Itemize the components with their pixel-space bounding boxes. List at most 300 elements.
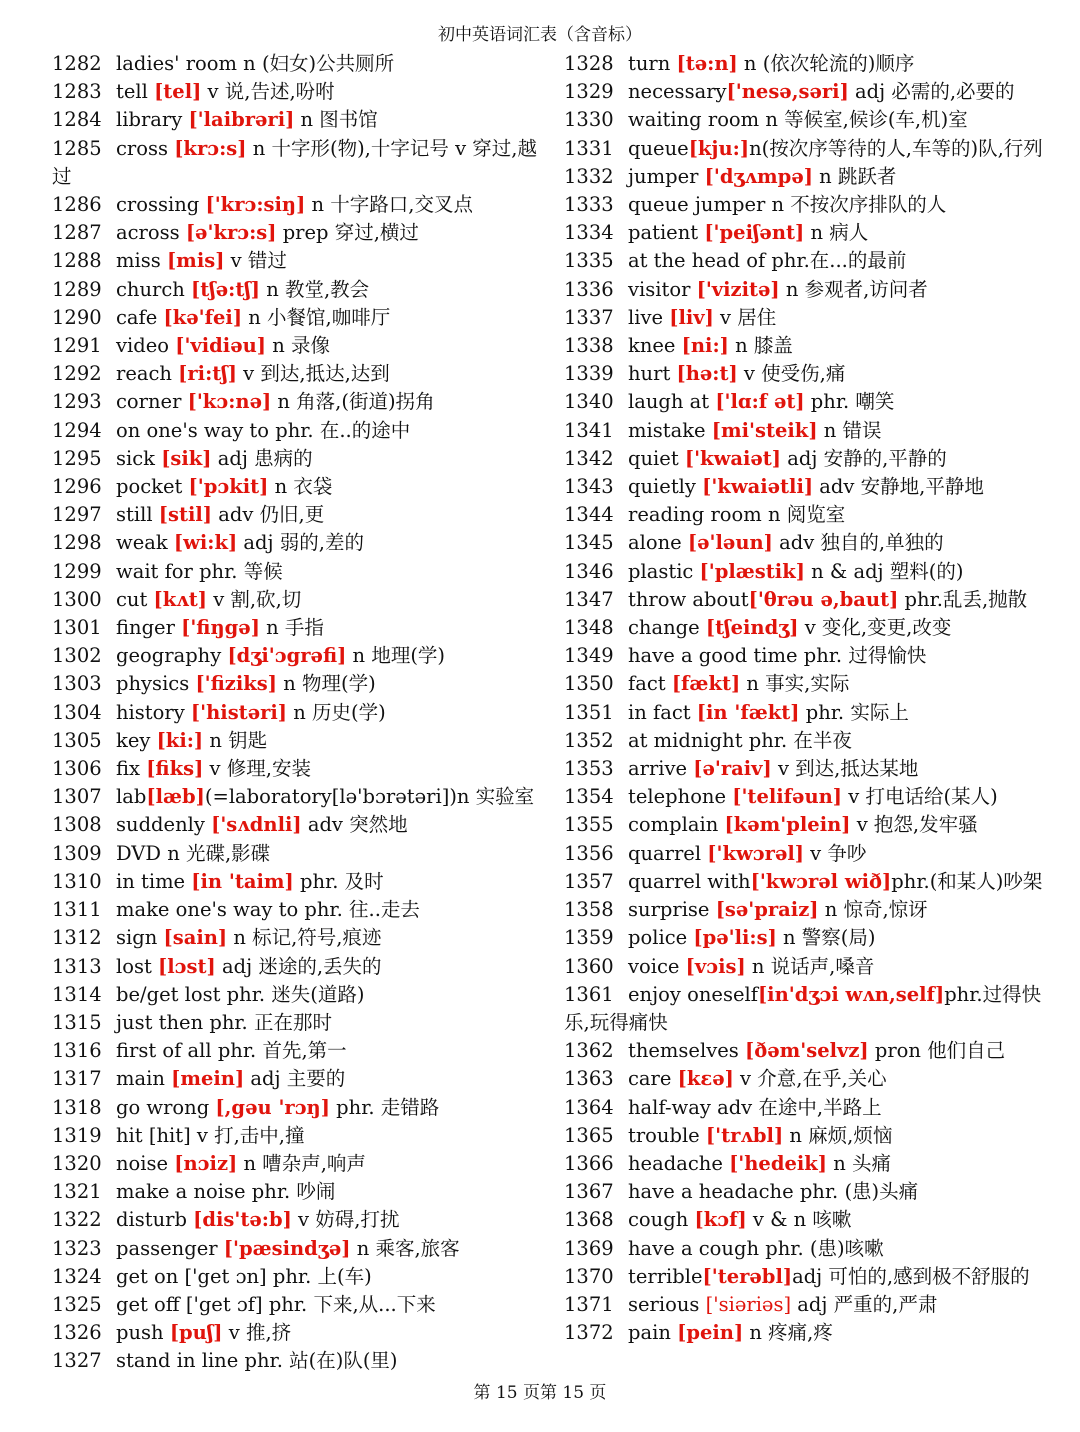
entry-phonetic: [pein] <box>677 1321 744 1345</box>
entry-phonetic: ['siəriəs] <box>705 1292 792 1316</box>
entry-phonetic: [sain] <box>163 926 228 950</box>
entry-phonetic: [kə'fei] <box>163 305 243 329</box>
vocab-entry <box>564 50 1060 78</box>
vocab-entry <box>564 924 1060 952</box>
entry-number: 1372 <box>564 1321 614 1345</box>
vocab-entry <box>564 1065 1060 1093</box>
entry-phonetic: [ə'ləun] <box>687 531 773 555</box>
entry-word: hit [hit] <box>116 1123 191 1147</box>
entry-word: finger <box>116 616 182 640</box>
vocab-entry <box>52 586 548 614</box>
entry-word: patient <box>628 221 705 245</box>
entry-word: have a cough <box>628 1236 760 1260</box>
entry-word: video <box>116 334 176 358</box>
entry-phonetic: ['kwɔrəl wið] <box>750 869 892 893</box>
vocab-entry <box>564 529 1060 557</box>
entry-phonetic: [ri:tʃ] <box>178 362 237 386</box>
entry-definition: phr. 实际上 <box>799 700 909 724</box>
entry-definition: v 割,砍,切 <box>207 587 302 611</box>
entry-number: 1320 <box>52 1151 102 1175</box>
entry-word: change <box>628 616 706 640</box>
vocab-entry <box>52 953 548 981</box>
entry-definition: n (依次轮流的)顺序 <box>737 52 915 75</box>
entry-definition: n 警察(局) <box>776 926 876 950</box>
entry-definition: phr. 嘲笑 <box>804 390 895 414</box>
vocab-entry <box>52 699 548 727</box>
entry-definition: n 标记,符号,痕迹 <box>227 926 382 950</box>
entry-phonetic: [tel] <box>154 80 202 104</box>
entry-definition: v 修理,安装 <box>203 757 311 781</box>
entry-number: 1321 <box>52 1180 102 1204</box>
entry-number: 1369 <box>564 1236 614 1260</box>
entry-word: key <box>116 728 157 752</box>
entry-phonetic: [sik] <box>161 446 212 470</box>
entry-number: 1299 <box>52 559 102 583</box>
vocab-entry <box>52 191 548 219</box>
entry-definition: n 地理(学) <box>346 644 446 668</box>
entry-word: pain <box>628 1321 678 1345</box>
entry-phonetic: [fækt] <box>671 672 741 696</box>
entry-word: telephone <box>628 785 733 809</box>
entry-number: 1296 <box>52 475 102 499</box>
entry-word: on one's way to <box>116 418 270 442</box>
vocab-entry <box>564 1291 1060 1319</box>
entry-definition: n (妇女)公共厕所 <box>236 52 395 75</box>
vocab-entry <box>52 1263 548 1291</box>
entry-definition: v 说,告述,吩咐 <box>201 80 335 104</box>
entry-word: have a good time <box>628 644 798 668</box>
vocab-entry <box>52 1037 548 1065</box>
entry-word: quarrel with <box>628 869 751 893</box>
entry-number: 1341 <box>564 418 614 442</box>
entry-number: 1328 <box>564 52 614 75</box>
vocab-entry <box>52 783 548 811</box>
entry-word: sick <box>116 446 162 470</box>
entry-definition: n 事实,实际 <box>740 672 850 696</box>
entry-number: 1354 <box>564 785 614 809</box>
vocab-entry <box>52 501 548 529</box>
vocab-entry <box>52 614 548 642</box>
entry-number: 1283 <box>52 80 102 104</box>
entry-number: 1349 <box>564 644 614 668</box>
entry-word: sign <box>116 926 164 950</box>
entry-number: 1306 <box>52 757 102 781</box>
vocab-entry <box>52 135 548 191</box>
entry-number: 1346 <box>564 559 614 583</box>
entry-phonetic: [lɔst] <box>158 954 216 978</box>
entry-word: crossing <box>116 193 206 217</box>
entry-definition: n 参观者,访问者 <box>779 277 928 301</box>
vocab-entry <box>564 191 1060 219</box>
entry-word: quietly <box>628 475 703 499</box>
entry-word: quiet <box>628 446 685 470</box>
entry-number: 1288 <box>52 249 102 273</box>
entry-number: 1308 <box>52 813 102 837</box>
vocab-entry <box>52 1150 548 1178</box>
entry-definition: phr. 往..走去 <box>298 898 420 922</box>
entry-phonetic: [hə:t] <box>676 362 738 386</box>
entry-number: 1301 <box>52 616 102 640</box>
entry-definition: n 惊奇,惊讶 <box>818 898 928 922</box>
entry-word: hurt <box>628 362 677 386</box>
entry-definition: adj 安静的,平静的 <box>781 446 947 470</box>
entry-definition: v 介意,在乎,关心 <box>733 1067 887 1091</box>
entry-number: 1309 <box>52 841 102 865</box>
vocab-entry <box>564 840 1060 868</box>
entry-definition: v 使受伤,痛 <box>737 362 846 386</box>
entry-number: 1313 <box>52 954 102 978</box>
entry-number: 1284 <box>52 108 102 132</box>
entry-word: get off ['get ɔf] <box>116 1292 263 1316</box>
vocab-entry <box>52 247 548 275</box>
entry-definition: adj 严重的,严肃 <box>791 1292 938 1316</box>
vocab-entry <box>52 642 548 670</box>
entry-definition: prep 穿过,横过 <box>276 221 419 245</box>
entry-word: at midnight <box>628 728 743 752</box>
entry-word: visitor <box>628 277 697 301</box>
entry-definition: n 嘈杂声,响声 <box>237 1151 366 1175</box>
entry-phonetic: [in 'taim] <box>191 869 294 893</box>
vocab-entry <box>52 1347 548 1375</box>
entry-phonetic: ['nesə,səri] <box>726 80 849 104</box>
entry-word: trouble <box>628 1123 706 1147</box>
entry-number: 1292 <box>52 362 102 386</box>
entry-word: alone <box>628 531 688 555</box>
entry-word: throw about <box>628 587 749 611</box>
entry-number: 1356 <box>564 841 614 865</box>
entry-definition: phr. 及时 <box>293 869 384 893</box>
entry-word: reach <box>116 362 179 386</box>
entry-word: care <box>628 1067 678 1091</box>
vocab-entry <box>52 332 548 360</box>
entry-phonetic: [tʃə:tʃ] <box>191 277 261 301</box>
entry-definition: n 麻烦,烦恼 <box>783 1123 893 1147</box>
entry-number: 1318 <box>52 1095 102 1119</box>
entry-phonetic: ['pɔkit] <box>188 475 269 499</box>
entry-number: 1348 <box>564 616 614 640</box>
vocab-entry <box>564 1235 1060 1263</box>
entry-definition: phr. 过得愉快 <box>797 644 927 668</box>
entry-phonetic: [wi:k] <box>173 531 238 555</box>
entry-definition: v 推,挤 <box>222 1321 292 1345</box>
vocab-entry <box>564 811 1060 839</box>
entry-definition: adj 必需的,必要的 <box>848 80 1015 104</box>
entry-phonetic: ['sʌdnli] <box>211 813 302 837</box>
entry-definition: n 历史(学) <box>287 700 386 724</box>
vocab-entry <box>564 247 1060 275</box>
page-footer: 第 15 页第 15 页 <box>473 1383 607 1403</box>
entry-word: disturb <box>116 1208 194 1232</box>
entry-number: 1365 <box>564 1123 614 1147</box>
entry-definition: phr. 正在那时 <box>203 1010 332 1034</box>
entry-number: 1336 <box>564 277 614 301</box>
entry-phonetic: [kju:] <box>688 136 750 160</box>
entry-number: 1310 <box>52 869 102 893</box>
entry-word: queue <box>628 136 689 160</box>
entry-definition: n 小餐馆,咖啡厅 <box>242 305 391 329</box>
vocab-entry <box>564 388 1060 416</box>
entry-phonetic: [ni:] <box>681 334 729 358</box>
entry-definition: phr. 迷失(道路) <box>220 982 365 1006</box>
entry-phonetic: [mi'steik] <box>711 418 818 442</box>
entry-word: physics <box>116 672 196 696</box>
vocab-entry <box>564 1178 1060 1206</box>
entry-definition: adv 独自的,单独的 <box>772 531 944 555</box>
entry-word: mistake <box>628 418 712 442</box>
entry-definition: v 到达,抵达某地 <box>771 757 919 781</box>
entry-word: enjoy oneself <box>628 982 758 1006</box>
entry-definition: adv 仍旧,更 <box>212 503 325 527</box>
entry-word: be/get lost <box>116 982 221 1006</box>
entry-word: quarrel <box>628 841 708 865</box>
vocab-entry <box>52 755 548 783</box>
entry-word: in time <box>116 869 192 893</box>
entry-number: 1332 <box>564 164 614 188</box>
entry-word: tell <box>116 80 155 104</box>
entry-number: 1358 <box>564 898 614 922</box>
entry-definition: v 错过 <box>224 249 287 273</box>
entry-phonetic: ['peiʃənt] <box>704 221 805 245</box>
entry-word: DVD <box>116 841 162 865</box>
vocab-entry <box>564 219 1060 247</box>
entry-number: 1312 <box>52 926 102 950</box>
entry-phonetic: ['trʌbl] <box>705 1123 784 1147</box>
entry-word: cross <box>116 136 175 160</box>
entry-definition: phr.乱丢,抛散 <box>898 587 1028 611</box>
entry-word: make a noise <box>116 1180 246 1204</box>
vocab-entry <box>52 1291 548 1319</box>
vocab-entry <box>52 473 548 501</box>
entry-number: 1366 <box>564 1151 614 1175</box>
vocab-entry <box>52 417 548 445</box>
entry-phonetic: ['dʒʌmpə] <box>704 164 813 188</box>
entry-number: 1360 <box>564 954 614 978</box>
entry-word: main <box>116 1067 172 1091</box>
entry-definition: v 妨碍,打扰 <box>291 1208 400 1232</box>
entry-word: voice <box>628 954 686 978</box>
entry-definition: phr. 下来,从...下来 <box>262 1292 436 1316</box>
entry-number: 1342 <box>564 446 614 470</box>
entry-phonetic: [mis] <box>166 249 225 273</box>
entry-definition: phr.过得快乐,玩得痛快 <box>564 982 1042 1034</box>
vocab-entry <box>564 1037 1060 1065</box>
entry-number: 1350 <box>564 672 614 696</box>
entry-phonetic: [puʃ] <box>169 1321 223 1345</box>
entry-number: 1352 <box>564 728 614 752</box>
entry-word: themselves <box>628 1039 745 1063</box>
entry-number: 1304 <box>52 700 102 724</box>
vocab-entry <box>52 811 548 839</box>
vocab-entry <box>52 1009 548 1037</box>
entry-phonetic: ['plæstik] <box>699 559 805 583</box>
entry-definition: adv 在途中,半路上 <box>710 1095 882 1119</box>
vocab-entry <box>564 670 1060 698</box>
entry-definition: n 物理(学) <box>277 672 376 696</box>
entry-number: 1343 <box>564 475 614 499</box>
entry-definition: n(按次序等待的人,车等的)队,行列 <box>749 136 1043 160</box>
vocab-entry <box>52 1319 548 1347</box>
entry-word: miss <box>116 249 167 273</box>
entry-definition: n 错误 <box>817 418 882 442</box>
entry-word: live <box>628 305 670 329</box>
entry-word: lost <box>116 954 159 978</box>
vocab-entry <box>564 1122 1060 1150</box>
entry-number: 1344 <box>564 503 614 527</box>
vocab-entry <box>564 1094 1060 1122</box>
entry-number: 1331 <box>564 136 614 160</box>
vocab-entry <box>564 558 1060 586</box>
entry-phonetic: ['vizitə] <box>696 277 780 301</box>
entry-word: wait for <box>116 559 193 583</box>
entry-number: 1335 <box>564 249 614 273</box>
entry-phonetic: ['kwaiət] <box>684 446 782 470</box>
entry-phonetic: [liv] <box>669 305 714 329</box>
entry-word: plastic <box>628 559 700 583</box>
vocab-entry <box>52 840 548 868</box>
entry-phonetic: [dʒi'ɔgrəfi] <box>227 644 347 668</box>
vocab-entry <box>52 1094 548 1122</box>
entry-phonetic: ['θrəu ə,baut] <box>748 587 899 611</box>
entry-number: 1361 <box>564 982 614 1006</box>
entry-number: 1362 <box>564 1039 614 1063</box>
entry-definition: phr. (患)咳嗽 <box>759 1236 884 1260</box>
entry-number: 1282 <box>52 52 102 75</box>
entry-word: cafe <box>116 305 164 329</box>
vocab-entry <box>52 360 548 388</box>
entry-word: passenger <box>116 1236 224 1260</box>
entry-definition: n 角落,(街道)拐角 <box>271 390 435 414</box>
vocab-entry <box>564 614 1060 642</box>
entry-number: 1359 <box>564 926 614 950</box>
entry-number: 1357 <box>564 869 614 893</box>
entry-number: 1316 <box>52 1039 102 1063</box>
entry-word: at the head of <box>628 249 766 273</box>
entry-definition: v 争吵 <box>803 841 867 865</box>
entry-number: 1289 <box>52 277 102 301</box>
entry-number: 1294 <box>52 418 102 442</box>
vocab-entry <box>52 1065 548 1093</box>
entry-number: 1314 <box>52 982 102 1006</box>
entry-definition: n 疼痛,疼 <box>743 1321 833 1345</box>
entry-phonetic: [ə'raiv] <box>693 757 772 781</box>
entry-phonetic: ['laibrəri] <box>188 108 295 132</box>
vocab-entry <box>564 727 1060 755</box>
entry-phonetic: [ə'krɔ:s] <box>185 221 277 245</box>
entry-phonetic: [fiks] <box>146 757 204 781</box>
entry-phonetic: [pə'li:s] <box>693 926 777 950</box>
vocab-entry <box>52 529 548 557</box>
entry-phonetic: ['fiŋgə] <box>181 616 260 640</box>
entry-word: fact <box>628 672 672 696</box>
entry-phonetic: [in 'fækt] <box>696 700 800 724</box>
entry-definition: phr. 在..的途中 <box>269 418 411 442</box>
entry-definition: n 光碟,影碟 <box>161 841 271 865</box>
entry-definition: n 钥匙 <box>203 728 268 752</box>
entry-definition: n 十字路口,交叉点 <box>305 193 473 217</box>
entry-word: laugh at <box>628 390 716 414</box>
entry-number: 1334 <box>564 221 614 245</box>
entry-definition: phr. 上(车) <box>266 1264 372 1288</box>
entry-phonetic: ['krɔ:siŋ] <box>205 193 306 217</box>
entry-definition: n 跳跃者 <box>812 164 897 188</box>
entry-phonetic: ['hedeik] <box>729 1151 828 1175</box>
entry-phonetic: ['lɑ:f ət] <box>715 390 805 414</box>
entry-word: library <box>116 108 189 132</box>
entry-definition: phr. 吵闹 <box>245 1180 336 1204</box>
entry-definition: n 十字形(物),十字记号 v 穿过,越过 <box>52 136 537 188</box>
vocab-entry <box>52 896 548 924</box>
entry-number: 1324 <box>52 1264 102 1288</box>
entry-definition: phr.在...的最前 <box>765 249 907 273</box>
vocab-entry <box>564 783 1060 811</box>
entry-number: 1325 <box>52 1292 102 1316</box>
entry-number: 1371 <box>564 1292 614 1316</box>
entry-phonetic: ['kwɔrəl] <box>707 841 804 865</box>
entry-number: 1300 <box>52 587 102 611</box>
entry-phonetic: [ðəm'selvz] <box>744 1039 869 1063</box>
entry-definition: v 抱怨,发牢骚 <box>850 813 978 837</box>
vocab-entry <box>564 896 1060 924</box>
entry-word: make one's way to <box>116 898 299 922</box>
entry-phonetic: ['telifəun] <box>732 785 843 809</box>
entry-number: 1364 <box>564 1095 614 1119</box>
entry-phonetic: ['vidiəu] <box>175 334 267 358</box>
entry-word: waiting room <box>628 108 760 132</box>
entry-definition: n 录像 <box>266 334 330 358</box>
entry-number: 1355 <box>564 813 614 837</box>
entry-number: 1363 <box>564 1067 614 1091</box>
vocab-entry <box>564 868 1060 896</box>
entry-definition: v 到达,抵达,达到 <box>236 362 390 386</box>
vocab-entry <box>564 981 1060 1037</box>
entry-word: arrive <box>628 757 694 781</box>
right-column <box>564 50 1060 1347</box>
entry-word: across <box>116 221 186 245</box>
entry-word: necessary <box>628 80 727 104</box>
entry-definition: v 打电话给(某人) <box>842 785 998 809</box>
entry-number: 1339 <box>564 362 614 386</box>
entry-phonetic: ['histəri] <box>190 700 288 724</box>
entry-phonetic: [læb] <box>146 785 205 809</box>
entry-word: queue jumper <box>628 193 766 217</box>
entry-word: pocket <box>116 475 189 499</box>
entry-number: 1290 <box>52 305 102 329</box>
entry-number: 1311 <box>52 898 102 922</box>
entry-definition: pron 他们自己 <box>868 1039 1006 1063</box>
entry-number: 1333 <box>564 193 614 217</box>
entry-definition: phr. 走错路 <box>329 1095 440 1119</box>
vocab-entry <box>564 501 1060 529</box>
entry-number: 1337 <box>564 305 614 329</box>
entry-definition: v 居住 <box>713 305 777 329</box>
entry-definition: adj 患病的 <box>211 446 313 470</box>
vocab-entry <box>52 276 548 304</box>
entry-number: 1291 <box>52 334 102 358</box>
entry-number: 1353 <box>564 757 614 781</box>
entry-definition: n 手指 <box>259 616 324 640</box>
entry-definition: adv 安静地,平静地 <box>813 475 984 499</box>
entry-number: 1367 <box>564 1180 614 1204</box>
entry-phonetic: [tʃeindʒ] <box>705 616 799 640</box>
vocab-entry <box>564 332 1060 360</box>
entry-definition: n & adj 塑料(的) <box>804 559 964 583</box>
entry-phonetic: [kɛə] <box>677 1067 734 1091</box>
vocab-entry <box>52 670 548 698</box>
entry-definition: phr.(和某人)吵架 <box>891 869 1043 893</box>
vocab-entry <box>564 78 1060 106</box>
entry-phonetic: ['terəbl] <box>702 1264 793 1288</box>
entry-number: 1305 <box>52 728 102 752</box>
